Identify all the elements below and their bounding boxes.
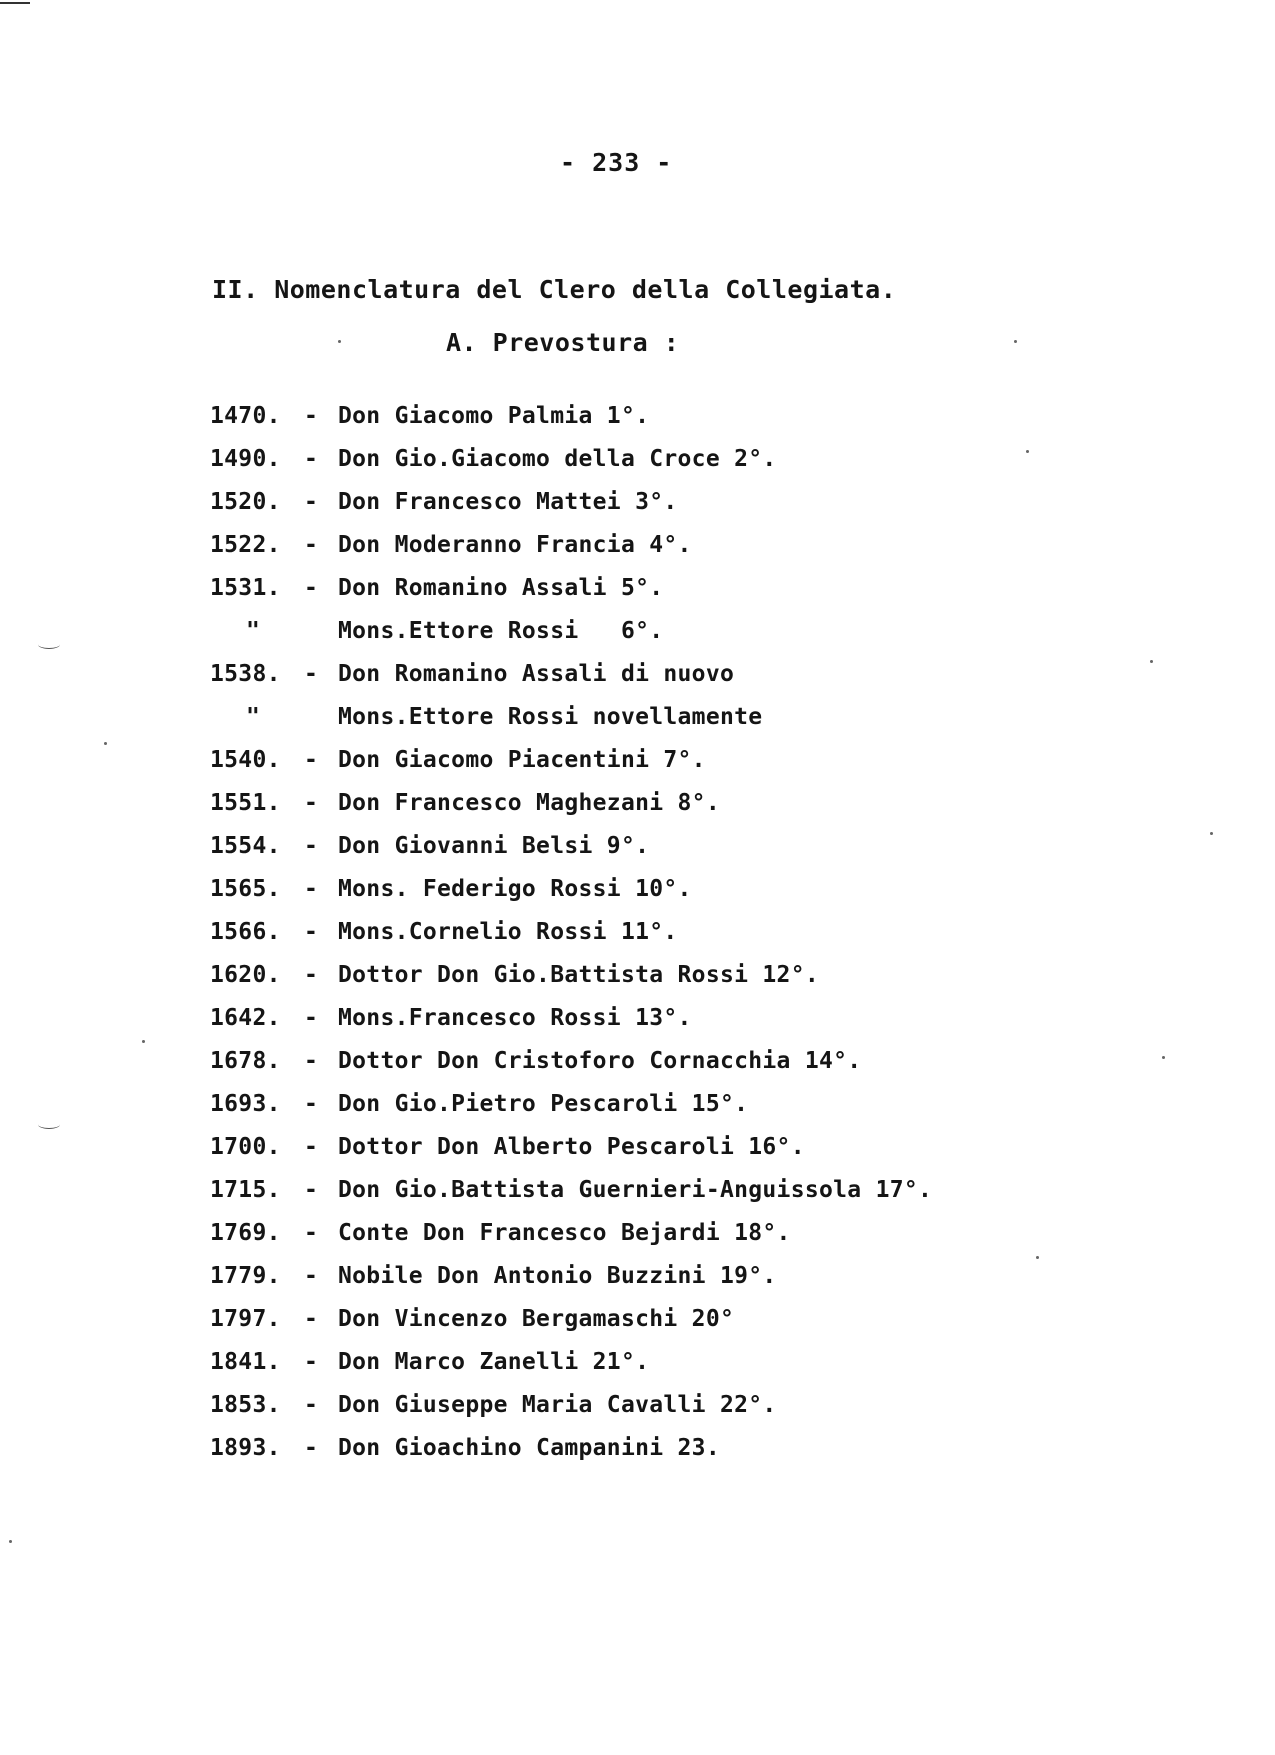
entry-name: Don Romanino Assali di nuovo [338,661,735,687]
entry-year: " [246,704,261,730]
scan-speck [9,1540,12,1543]
entry-year: 1853. [210,1392,281,1418]
entry-dash: - [304,575,319,601]
entry-year: 1522. [210,532,281,558]
entry-year: 1531. [210,575,281,601]
entry-name: Don Gio.Battista Guernieri-Anguissola 17°. [338,1177,933,1203]
entry-dash: - [304,962,319,988]
entry-name: Don Romanino Assali 5°. [338,575,664,601]
scan-speck [338,340,341,343]
entry-dash: - [304,1306,319,1332]
entry-year: 1779. [210,1263,281,1289]
entry-year: 1566. [210,919,281,945]
entry-year: 1470. [210,403,281,429]
entry-name: Don Giacomo Palmia 1°. [338,403,650,429]
entry-name: Conte Don Francesco Bejardi 18°. [338,1220,791,1246]
entry-year: 1693. [210,1091,281,1117]
entry-dash: - [304,876,319,902]
entry-name: Dottor Don Cristoforo Cornacchia 14°. [338,1048,862,1074]
section-title: II. Nomenclatura del Clero della Collegiata. [212,275,897,304]
scan-margin-mark [38,640,60,649]
entry-name: Don Giuseppe Maria Cavalli 22°. [338,1392,777,1418]
entry-dash: - [304,1005,319,1031]
entry-name: Don Francesco Mattei 3°. [338,489,678,515]
entry-year: 1620. [210,962,281,988]
entry-name: Mons.Ettore Rossi novellamente [338,704,763,730]
subsection-title: A. Prevostura : [446,328,680,357]
entry-dash: - [304,1435,319,1461]
entry-year: 1797. [210,1306,281,1332]
top-edge-rule [0,2,30,4]
entry-dash: - [304,489,319,515]
entry-name: Don Giovanni Belsi 9°. [338,833,650,859]
entry-name: Mons.Cornelio Rossi 11°. [338,919,678,945]
entry-name: Don Marco Zanelli 21°. [338,1349,650,1375]
entry-year: 1769. [210,1220,281,1246]
entry-name: Don Gio.Giacomo della Croce 2°. [338,446,777,472]
entry-name: Nobile Don Antonio Buzzini 19°. [338,1263,777,1289]
page-number: - 233 - [560,148,673,177]
entry-year: 1678. [210,1048,281,1074]
entry-dash: - [304,403,319,429]
entry-dash: - [304,446,319,472]
entry-dash: - [304,532,319,558]
entry-year: 1520. [210,489,281,515]
scan-speck [1210,832,1213,835]
scan-margin-mark [38,1120,60,1129]
entry-dash: - [304,1134,319,1160]
scan-speck [1162,1056,1165,1059]
entry-name: Mons.Ettore Rossi 6°. [338,618,664,644]
entry-year: 1841. [210,1349,281,1375]
entry-dash: - [304,1177,319,1203]
entry-name: Don Gioachino Campanini 23. [338,1435,720,1461]
entry-year: " [246,618,261,644]
entry-name: Mons. Federigo Rossi 10°. [338,876,692,902]
scan-speck [104,742,107,745]
entry-year: 1554. [210,833,281,859]
entry-year: 1700. [210,1134,281,1160]
entry-year: 1538. [210,661,281,687]
entry-dash: - [304,790,319,816]
entry-name: Don Moderanno Francia 4°. [338,532,692,558]
entry-year: 1893. [210,1435,281,1461]
entry-name: Don Gio.Pietro Pescaroli 15°. [338,1091,749,1117]
entry-dash: - [304,747,319,773]
entry-name: Don Vincenzo Bergamaschi 20° [338,1306,735,1332]
entry-dash: - [304,833,319,859]
entry-year: 1490. [210,446,281,472]
entry-year: 1565. [210,876,281,902]
entry-dash: - [304,1349,319,1375]
entry-name: Don Giacomo Piacentini 7°. [338,747,706,773]
entry-year: 1540. [210,747,281,773]
scan-speck [1026,450,1029,453]
entry-dash: - [304,661,319,687]
scan-speck [142,1040,145,1043]
entry-year: 1715. [210,1177,281,1203]
scan-speck [1150,660,1153,663]
entry-year: 1642. [210,1005,281,1031]
entry-dash: - [304,919,319,945]
entry-dash: - [304,1091,319,1117]
entry-dash: - [304,1392,319,1418]
entry-dash: - [304,1263,319,1289]
scan-speck [1036,1256,1039,1259]
entry-name: Dottor Don Gio.Battista Rossi 12°. [338,962,820,988]
entry-name: Dottor Don Alberto Pescaroli 16°. [338,1134,805,1160]
entry-name: Mons.Francesco Rossi 13°. [338,1005,692,1031]
entry-dash: - [304,1220,319,1246]
entry-name: Don Francesco Maghezani 8°. [338,790,720,816]
entry-year: 1551. [210,790,281,816]
entry-dash: - [304,1048,319,1074]
scan-speck [1014,340,1017,343]
